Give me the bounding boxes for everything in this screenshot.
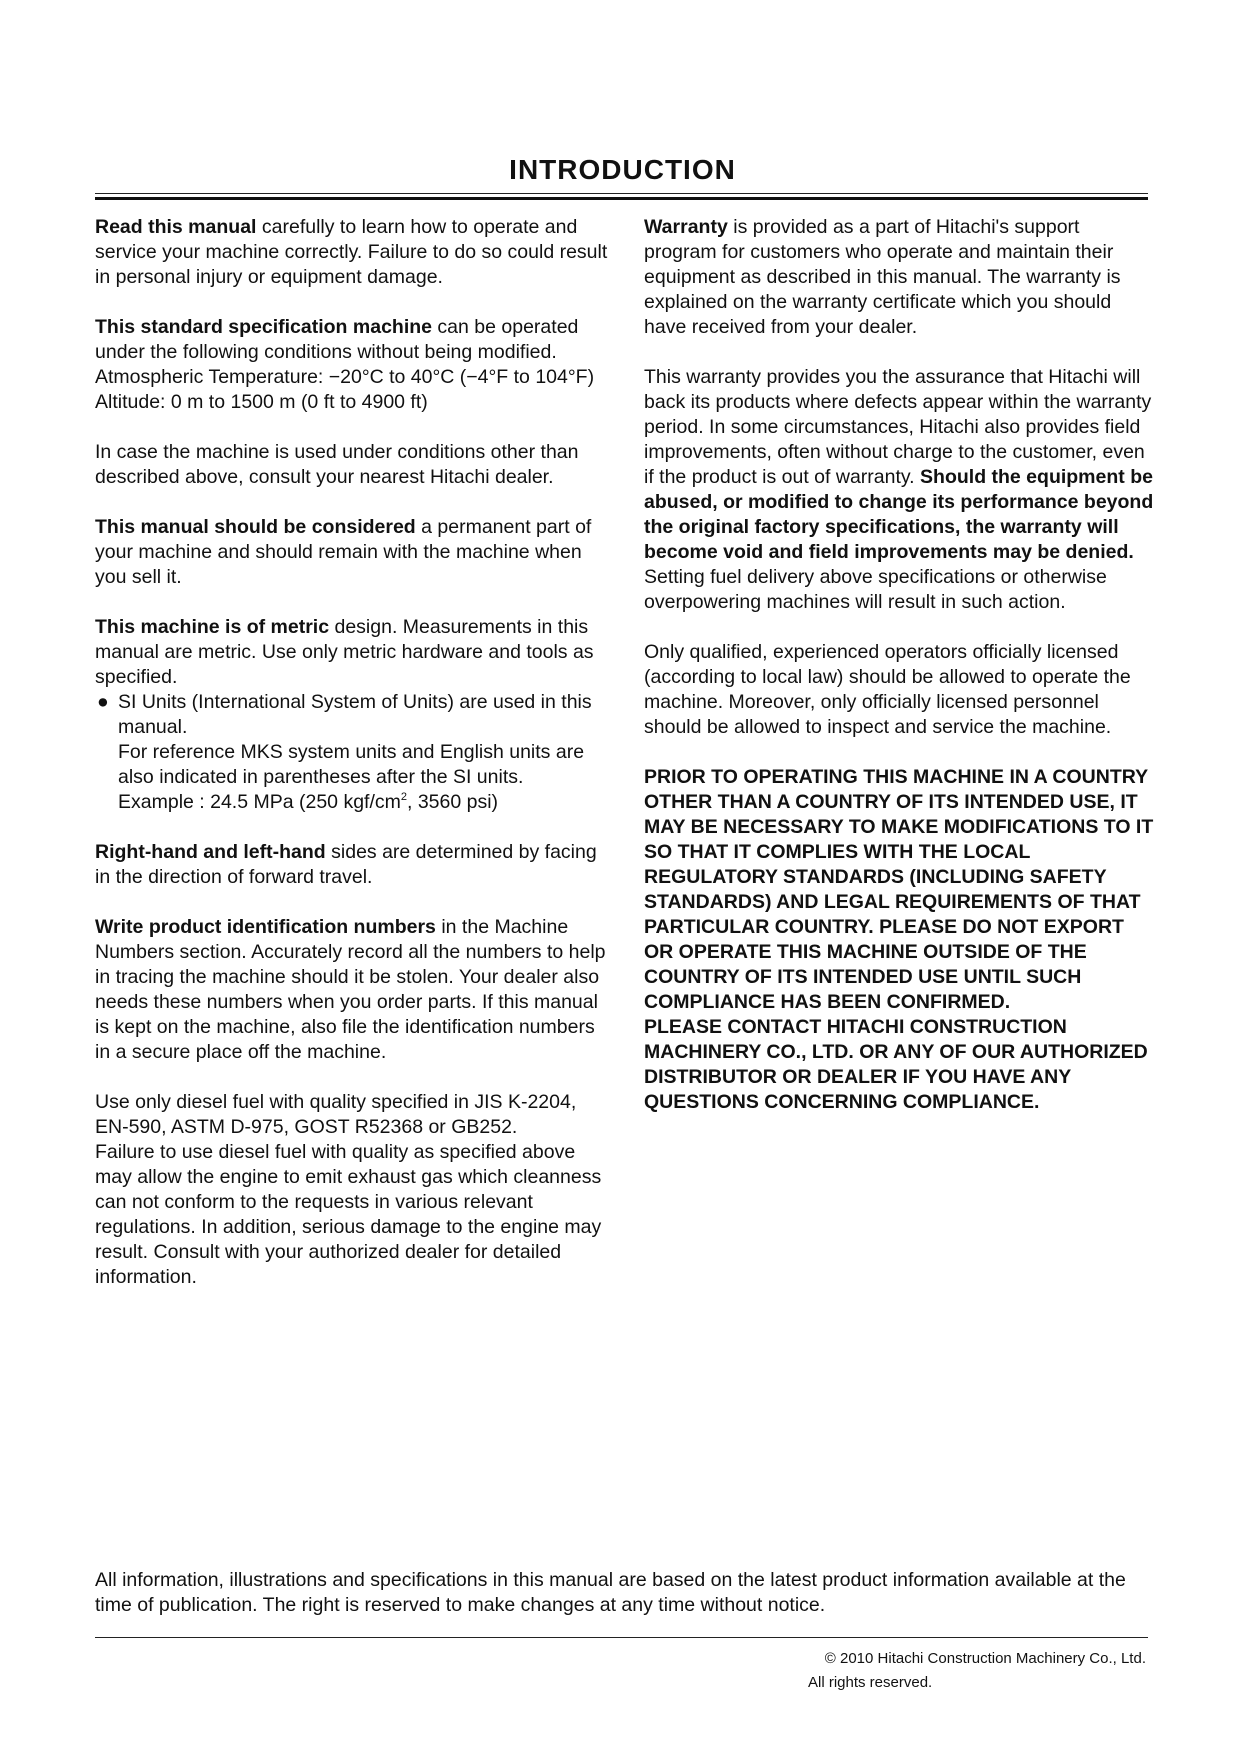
publication-notice: All information, illustrations and specifications in this manual are based on the latest product information available at the time of publication. The right is reserved to make changes at any time without notice. <box>95 1569 1126 1616</box>
hand-sides-heading: Right-hand and left-hand <box>95 841 326 863</box>
warranty-assurance-text: This warranty provides you the assurance that Hitachi will back its products where defects appear within the warranty period. In some circumstances, Hitachi also provides field improvements, often without charge to the customer, even if the product is out of warranty. <box>644 366 1152 488</box>
title-rule-thin <box>95 193 1148 194</box>
standard-spec-paragraph <box>95 315 615 415</box>
permanent-part-paragraph <box>95 515 615 590</box>
standard-spec-heading: This standard specification machine <box>95 316 433 338</box>
hand-sides-paragraph <box>95 840 615 890</box>
read-manual-text: carefully to learn how to operate and service your machine correctly. Failure to do so could result in personal injury or equipment damage. <box>95 216 608 288</box>
read-manual-paragraph <box>95 215 615 290</box>
temperature-condition: Atmospheric Temperature: −20°C to 40°C (−4°F to 104°F) <box>95 366 595 388</box>
units-example-start: Example : 24.5 MPa (250 kgf/cm <box>118 791 401 813</box>
altitude-condition: Altitude: 0 m to 1500 m (0 ft to 4900 ft) <box>95 391 428 413</box>
units-example-superscript: 2 <box>400 791 407 803</box>
metric-text: design. Measurements in this manual are metric. Use only metric hardware and tools as specified. <box>95 616 594 688</box>
identification-numbers-paragraph <box>95 915 615 1065</box>
units-example-end: , 3560 psi) <box>407 791 499 813</box>
permanent-part-heading: This manual should be considered <box>95 516 416 538</box>
title-rule-thick <box>95 197 1148 200</box>
units-example <box>118 790 615 815</box>
qualified-operators-paragraph: Only qualified, experienced operators officially licensed (according to local law) should be allowed to operate the machine. Moreover, only officially licensed personnel should be allowed to inspect and service the machine. <box>644 641 1131 738</box>
right-column <box>644 215 1154 1140</box>
footer-rule <box>95 1637 1148 1638</box>
warranty-assurance-tail: Setting fuel delivery above specifications or otherwise overpowering machines will result in such action. <box>644 566 1107 613</box>
warranty-heading: Warranty <box>644 216 728 238</box>
identification-numbers-text: in the Machine Numbers section. Accurately record all the numbers to help in tracing the machine should it be stolen. Your dealer also needs these numbers when you order parts. If this manual is kept on the machine, also file the identification numbers in a secure place off the machine. <box>95 916 606 1063</box>
diesel-fuel-paragraph: Use only diesel fuel with quality specified in JIS K-2204, EN-590, ASTM D-975, GOST R52368 or GB252. <box>95 1091 577 1138</box>
mks-units-text: For reference MKS system units and English units are also indicated in parentheses after the SI units. <box>118 741 585 788</box>
warranty-void-warning: Should the equipment be abused, or modified to change its performance beyond the original factory specifications, the warranty will become void and field improvements may be denied. <box>644 466 1154 563</box>
si-units-bullet <box>95 690 615 815</box>
other-conditions-paragraph: In case the machine is used under conditions other than described above, consult your nearest Hitachi dealer. <box>95 441 579 488</box>
left-column <box>95 215 615 1315</box>
standard-spec-text: can be operated under the following conditions without being modified. <box>95 316 579 363</box>
metric-paragraph <box>95 615 615 690</box>
identification-numbers-heading: Write product identification numbers <box>95 916 436 938</box>
si-units-text: SI Units (International System of Units) are used in this manual. <box>118 691 592 738</box>
export-compliance-warning: PRIOR TO OPERATING THIS MACHINE IN A COUNTRY OTHER THAN A COUNTRY OF ITS INTENDED USE, IT MAY BE NECESSARY TO MAKE MODIFICATIONS TO IT SO THAT IT COMPLIES WITH THE LOCAL REGULATORY STANDARDS (INCLUDING SAFETY STANDARDS) AND LEGAL REQUIREMENTS OF THAT PARTICULAR COUNTRY. PLEASE DO NOT EXPORT OR OPERATE THIS MACHINE OUTSIDE OF THE COUNTRY OF ITS INTENDED USE UNTIL SUCH COMPLIANCE HAS BEEN CONFIRMED. <box>644 766 1154 1013</box>
page-title: INTRODUCTION <box>509 154 736 185</box>
warranty-assurance-paragraph <box>644 365 1154 615</box>
fuel-failure-paragraph: Failure to use diesel fuel with quality as specified above may allow the engine to emit exhaust gas which cleanness can not conform to the requests in various relevant regulations. In addition, serious damage to the engine may result. Consult with your authorized dealer for detailed information. <box>95 1141 602 1288</box>
hand-sides-text: sides are determined by facing in the direction of forward travel. <box>95 841 597 888</box>
read-manual-heading: Read this manual <box>95 216 257 238</box>
copyright-notice: © 2010 Hitachi Construction Machinery Co., Ltd. <box>824 1650 1146 1667</box>
rights-reserved: All rights reserved. <box>808 1674 933 1691</box>
contact-compliance-warning: PLEASE CONTACT HITACHI CONSTRUCTION MACHINERY CO., LTD. OR ANY OF OUR AUTHORIZED DISTRIBUTOR OR DEALER IF YOU HAVE ANY QUESTIONS CONCERNING COMPLIANCE. <box>644 1016 1148 1113</box>
metric-heading: This machine is of metric <box>95 616 330 638</box>
warranty-text: is provided as a part of Hitachi's support program for customers who operate and maintain their equipment as described in this manual. The warranty is explained on the warranty certificate which you should have received from your dealer. <box>644 216 1121 338</box>
bullet-dot-icon: ● <box>97 691 109 713</box>
permanent-part-text: a permanent part of your machine and should remain with the machine when you sell it. <box>95 516 592 588</box>
warranty-paragraph <box>644 215 1154 340</box>
